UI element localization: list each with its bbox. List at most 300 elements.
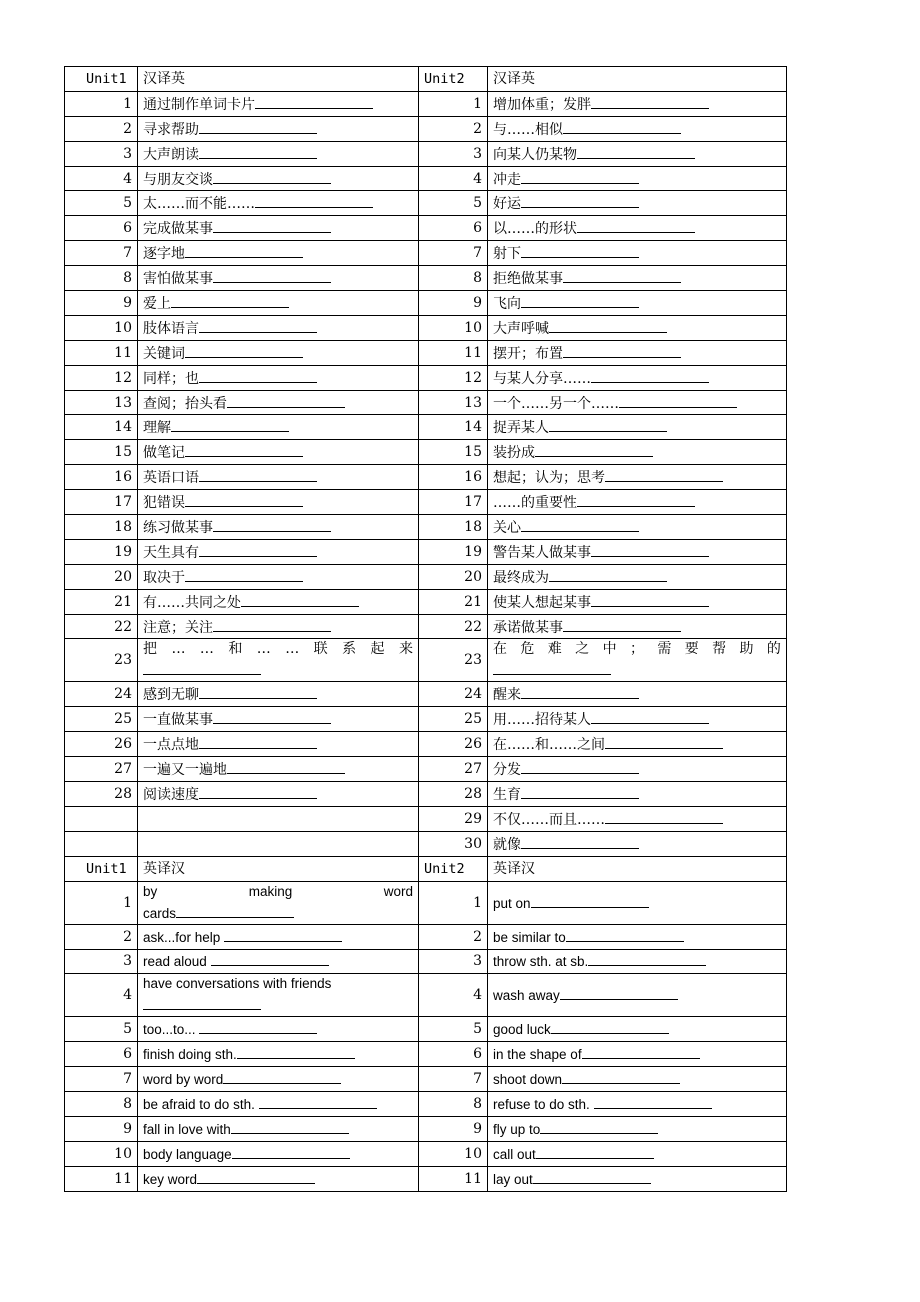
right-item-number: 4 bbox=[419, 166, 488, 191]
prompt-text: fall in love with bbox=[143, 1121, 231, 1137]
answer-blank[interactable] bbox=[563, 616, 681, 632]
answer-blank[interactable] bbox=[563, 118, 681, 134]
left-item-prompt bbox=[138, 831, 419, 856]
left-item-number: 4 bbox=[65, 974, 138, 1017]
prompt-text: 捉弄某人 bbox=[493, 420, 549, 437]
zh-en-row bbox=[65, 614, 787, 639]
answer-blank[interactable] bbox=[213, 708, 331, 724]
answer-blank[interactable] bbox=[199, 1018, 317, 1034]
left-item-number: 11 bbox=[65, 340, 138, 365]
prompt-text: 使某人想起某事 bbox=[493, 594, 591, 611]
answer-blank[interactable] bbox=[185, 342, 303, 358]
prompt-char: 之 bbox=[575, 641, 590, 658]
prompt-word: word bbox=[383, 883, 413, 899]
left-item-prompt bbox=[138, 490, 419, 515]
answer-blank[interactable] bbox=[533, 1168, 651, 1184]
answer-blank[interactable] bbox=[521, 168, 639, 184]
right-item-number: 8 bbox=[419, 266, 488, 291]
en-zh-row bbox=[65, 1092, 787, 1117]
right-item-number: 6 bbox=[419, 216, 488, 241]
prompt-text: 与某人分享…… bbox=[493, 370, 591, 387]
prompt-text: in the shape of bbox=[493, 1047, 582, 1063]
left-item-prompt bbox=[138, 949, 419, 974]
prompt-char: 助 bbox=[739, 641, 754, 658]
right-item-prompt bbox=[488, 465, 787, 490]
right-item-number: 10 bbox=[419, 1141, 488, 1166]
zh-en-row bbox=[65, 340, 787, 365]
right-item-number: 13 bbox=[419, 390, 488, 415]
right-item-number: 5 bbox=[419, 1017, 488, 1042]
right-item-prompt bbox=[488, 682, 787, 707]
right-item-number: 2 bbox=[419, 924, 488, 949]
prompt-text bbox=[493, 639, 781, 659]
right-item-prompt bbox=[488, 166, 787, 191]
prompt-text: 与……相似 bbox=[493, 121, 563, 138]
left-item-prompt bbox=[138, 116, 419, 141]
answer-blank[interactable] bbox=[199, 541, 317, 557]
answer-blank[interactable] bbox=[185, 242, 303, 258]
right-item-prompt bbox=[488, 757, 787, 782]
answer-blank[interactable] bbox=[199, 783, 317, 799]
answer-blank[interactable] bbox=[591, 93, 709, 109]
answer-blank[interactable] bbox=[171, 292, 289, 308]
answer-blank[interactable] bbox=[577, 217, 695, 233]
left-item-number: 6 bbox=[65, 1042, 138, 1067]
zh-en-row bbox=[65, 831, 787, 856]
prompt-text: 肢体语言 bbox=[143, 320, 199, 337]
left-item-number: 10 bbox=[65, 315, 138, 340]
zh-en-row bbox=[65, 91, 787, 116]
prompt-text: 就像 bbox=[493, 836, 521, 853]
prompt-text: 爱上 bbox=[143, 295, 171, 312]
answer-blank[interactable] bbox=[199, 367, 317, 383]
left-item-number: 3 bbox=[65, 949, 138, 974]
right-item-number: 21 bbox=[419, 589, 488, 614]
zh-en-row bbox=[65, 291, 787, 316]
left-item-number: 8 bbox=[65, 1092, 138, 1117]
left-item-prompt bbox=[138, 732, 419, 757]
left-item-number bbox=[65, 806, 138, 831]
right-item-prompt bbox=[488, 191, 787, 216]
answer-blank[interactable] bbox=[549, 566, 667, 582]
answer-blank[interactable] bbox=[213, 168, 331, 184]
prompt-text: 同样；也 bbox=[143, 370, 199, 387]
answer-blank[interactable] bbox=[143, 994, 261, 1010]
prompt-char: 危 bbox=[520, 641, 535, 658]
left-item-number: 9 bbox=[65, 1116, 138, 1141]
zh-en-row bbox=[65, 539, 787, 564]
en-zh-row bbox=[65, 1141, 787, 1166]
answer-blank[interactable] bbox=[591, 591, 709, 607]
prompt-text: 练习做某事 bbox=[143, 519, 213, 536]
right-item-number: 1 bbox=[419, 91, 488, 116]
en-zh-row bbox=[65, 1017, 787, 1042]
prompt-text: 犯错误 bbox=[143, 495, 185, 512]
left-item-prompt bbox=[138, 465, 419, 490]
left-item-prompt bbox=[138, 91, 419, 116]
right-item-number: 15 bbox=[419, 440, 488, 465]
right-item-number: 12 bbox=[419, 365, 488, 390]
right-item-prompt bbox=[488, 91, 787, 116]
answer-blank[interactable] bbox=[562, 1068, 680, 1084]
prompt-text: lay out bbox=[493, 1171, 533, 1187]
answer-blank[interactable] bbox=[540, 1118, 658, 1134]
right-item-prompt bbox=[488, 949, 787, 974]
answer-blank[interactable] bbox=[199, 143, 317, 159]
unit1-header: Unit1 bbox=[65, 856, 138, 881]
right-item-number: 7 bbox=[419, 1067, 488, 1092]
answer-blank[interactable] bbox=[213, 616, 331, 632]
zh-en-row bbox=[65, 266, 787, 291]
right-item-number: 11 bbox=[419, 340, 488, 365]
zh-en-row bbox=[65, 564, 787, 589]
answer-blank[interactable] bbox=[241, 591, 359, 607]
left-item-number: 2 bbox=[65, 924, 138, 949]
answer-blank[interactable] bbox=[237, 1043, 355, 1059]
right-item-prompt bbox=[488, 116, 787, 141]
prompt-text: 有……共同之处 bbox=[143, 594, 241, 611]
right-item-prompt bbox=[488, 440, 787, 465]
answer-blank[interactable] bbox=[535, 441, 653, 457]
en-zh-row bbox=[65, 974, 787, 1017]
zh-en-row bbox=[65, 390, 787, 415]
answer-blank[interactable] bbox=[594, 1093, 712, 1109]
en-zh-row bbox=[65, 1042, 787, 1067]
zh-en-row bbox=[65, 241, 787, 266]
prompt-text bbox=[143, 882, 413, 902]
answer-blank[interactable] bbox=[227, 758, 345, 774]
answer-blank[interactable] bbox=[521, 783, 639, 799]
answer-blank[interactable] bbox=[185, 491, 303, 507]
answer-blank[interactable] bbox=[591, 367, 709, 383]
left-item-number: 20 bbox=[65, 564, 138, 589]
answer-blank[interactable] bbox=[577, 143, 695, 159]
zh-en-row bbox=[65, 732, 787, 757]
right-item-prompt bbox=[488, 291, 787, 316]
right-item-prompt bbox=[488, 1042, 787, 1067]
prompt-text: 天生具有 bbox=[143, 544, 199, 561]
prompt-char: 要 bbox=[684, 641, 699, 658]
right-item-number: 30 bbox=[419, 831, 488, 856]
right-item-prompt bbox=[488, 340, 787, 365]
answer-blank[interactable] bbox=[566, 926, 684, 942]
prompt-text: 大声朗读 bbox=[143, 146, 199, 163]
right-item-prompt bbox=[488, 732, 787, 757]
answer-blank[interactable] bbox=[605, 466, 723, 482]
answer-blank[interactable] bbox=[185, 441, 303, 457]
prompt-char: 系 bbox=[342, 641, 357, 658]
prompt-text: 阅读速度 bbox=[143, 786, 199, 803]
left-item-prompt bbox=[138, 1141, 419, 1166]
unit2-zh-en-title: 汉译英 bbox=[488, 67, 787, 92]
answer-blank[interactable] bbox=[255, 93, 373, 109]
prompt-text: put on bbox=[493, 895, 531, 911]
prompt-text: ask...for help bbox=[143, 929, 225, 945]
left-item-number: 9 bbox=[65, 291, 138, 316]
answer-blank[interactable] bbox=[185, 566, 303, 582]
right-item-number: 24 bbox=[419, 682, 488, 707]
prompt-text: cards bbox=[143, 905, 177, 921]
right-item-number: 20 bbox=[419, 564, 488, 589]
left-item-prompt bbox=[138, 806, 419, 831]
answer-blank[interactable] bbox=[199, 466, 317, 482]
answer-blank[interactable] bbox=[255, 192, 373, 208]
left-item-prompt bbox=[138, 614, 419, 639]
left-item-number: 11 bbox=[65, 1166, 138, 1191]
prompt-text: 一遍又一遍地 bbox=[143, 762, 227, 779]
right-item-number: 3 bbox=[419, 141, 488, 166]
prompt-text: 一个……另一个…… bbox=[493, 395, 619, 412]
left-item-number: 22 bbox=[65, 614, 138, 639]
prompt-text: 取决于 bbox=[143, 569, 185, 586]
right-item-prompt bbox=[488, 707, 787, 732]
prompt-text: too...to... bbox=[143, 1022, 200, 1038]
left-item-prompt bbox=[138, 141, 419, 166]
answer-blank[interactable] bbox=[223, 1068, 341, 1084]
right-item-number: 27 bbox=[419, 757, 488, 782]
right-item-prompt bbox=[488, 881, 787, 924]
left-item-prompt bbox=[138, 639, 419, 682]
prompt-text: 寻求帮助 bbox=[143, 121, 199, 138]
right-item-prompt bbox=[488, 515, 787, 540]
left-item-number: 1 bbox=[65, 881, 138, 924]
answer-blank[interactable] bbox=[591, 708, 709, 724]
left-item-number: 8 bbox=[65, 266, 138, 291]
left-item-prompt bbox=[138, 291, 419, 316]
prompt-text: ……的重要性 bbox=[493, 495, 577, 512]
header-row-en-zh bbox=[65, 856, 787, 881]
right-item-number: 19 bbox=[419, 539, 488, 564]
zh-en-row bbox=[65, 141, 787, 166]
left-item-number: 12 bbox=[65, 365, 138, 390]
answer-blank[interactable] bbox=[199, 118, 317, 134]
left-item-number: 23 bbox=[65, 639, 138, 682]
answer-blank[interactable] bbox=[563, 267, 681, 283]
answer-blank[interactable] bbox=[521, 833, 639, 849]
answer-blank[interactable] bbox=[563, 342, 681, 358]
left-item-prompt bbox=[138, 924, 419, 949]
prompt-text: fly up to bbox=[493, 1121, 541, 1137]
answer-blank[interactable] bbox=[591, 541, 709, 557]
left-item-prompt bbox=[138, 539, 419, 564]
left-item-number: 15 bbox=[65, 440, 138, 465]
left-item-number: 10 bbox=[65, 1141, 138, 1166]
zh-en-row bbox=[65, 166, 787, 191]
right-item-prompt bbox=[488, 1141, 787, 1166]
prompt-text: 逐字地 bbox=[143, 246, 185, 263]
answer-blank[interactable] bbox=[521, 192, 639, 208]
answer-blank[interactable] bbox=[588, 950, 706, 966]
answer-blank[interactable] bbox=[560, 984, 678, 1000]
right-item-number: 16 bbox=[419, 465, 488, 490]
answer-blank[interactable] bbox=[577, 491, 695, 507]
answer-blank[interactable] bbox=[536, 1143, 654, 1159]
left-item-number: 14 bbox=[65, 415, 138, 440]
zh-en-row bbox=[65, 116, 787, 141]
zh-en-row bbox=[65, 589, 787, 614]
prompt-text: 装扮成 bbox=[493, 445, 535, 462]
right-item-prompt bbox=[488, 806, 787, 831]
prompt-text: 向某人仍某物 bbox=[493, 146, 577, 163]
left-item-prompt bbox=[138, 440, 419, 465]
prompt-text: 大声呼喊 bbox=[493, 320, 549, 337]
prompt-text: 查阅；抬头看 bbox=[143, 395, 227, 412]
prompt-text: wash away bbox=[493, 988, 560, 1004]
left-item-prompt bbox=[138, 707, 419, 732]
prompt-text: 与朋友交谈 bbox=[143, 171, 213, 188]
vocabulary-table-body bbox=[65, 67, 787, 1192]
prompt-text: key word bbox=[143, 1171, 198, 1187]
answer-blank[interactable] bbox=[176, 902, 294, 918]
prompt-text: 做笔记 bbox=[143, 445, 185, 462]
prompt-text: 增加体重；发胖 bbox=[493, 96, 591, 113]
right-item-prompt bbox=[488, 1166, 787, 1191]
left-item-number: 27 bbox=[65, 757, 138, 782]
right-item-number: 9 bbox=[419, 1116, 488, 1141]
right-item-prompt bbox=[488, 614, 787, 639]
prompt-text: 太……而不能…… bbox=[143, 196, 255, 213]
prompt-char: … bbox=[285, 641, 300, 658]
answer-blank[interactable] bbox=[213, 267, 331, 283]
prompt-text: 通过制作单词卡片 bbox=[143, 96, 255, 113]
prompt-text: 害怕做某事 bbox=[143, 271, 213, 288]
answer-blank[interactable] bbox=[549, 416, 667, 432]
left-item-prompt bbox=[138, 1166, 419, 1191]
left-item-number: 18 bbox=[65, 515, 138, 540]
zh-en-row bbox=[65, 216, 787, 241]
answer-blank[interactable] bbox=[605, 733, 723, 749]
right-item-prompt bbox=[488, 241, 787, 266]
left-item-prompt bbox=[138, 757, 419, 782]
prompt-text: good luck bbox=[493, 1022, 551, 1038]
prompt-char: 把 bbox=[143, 641, 157, 658]
answer-blank[interactable] bbox=[521, 242, 639, 258]
left-item-prompt bbox=[138, 191, 419, 216]
prompt-text: finish doing sth. bbox=[143, 1047, 237, 1063]
right-item-number: 18 bbox=[419, 515, 488, 540]
left-item-number: 1 bbox=[65, 91, 138, 116]
right-item-number: 1 bbox=[419, 881, 488, 924]
left-item-prompt bbox=[138, 315, 419, 340]
right-item-number: 26 bbox=[419, 732, 488, 757]
en-zh-row bbox=[65, 924, 787, 949]
answer-blank[interactable] bbox=[213, 516, 331, 532]
right-item-prompt bbox=[488, 924, 787, 949]
zh-en-row bbox=[65, 315, 787, 340]
left-item-prompt bbox=[138, 589, 419, 614]
prompt-char: … bbox=[171, 641, 186, 658]
answer-blank[interactable] bbox=[143, 659, 261, 675]
prompt-text: 一点点地 bbox=[143, 737, 199, 754]
answer-blank[interactable] bbox=[213, 217, 331, 233]
answer-blank[interactable] bbox=[259, 1093, 377, 1109]
answer-blank[interactable] bbox=[197, 1168, 315, 1184]
prompt-char: 来 bbox=[398, 641, 413, 658]
prompt-word: by bbox=[143, 883, 158, 899]
prompt-text: 理解 bbox=[143, 420, 171, 437]
right-item-prompt bbox=[488, 974, 787, 1017]
left-item-number: 7 bbox=[65, 1067, 138, 1092]
zh-en-row bbox=[65, 757, 787, 782]
answer-blank[interactable] bbox=[227, 392, 345, 408]
left-item-number: 16 bbox=[65, 465, 138, 490]
answer-blank[interactable] bbox=[605, 808, 723, 824]
left-item-number: 21 bbox=[65, 589, 138, 614]
en-zh-row bbox=[65, 949, 787, 974]
prompt-text: 拒绝做某事 bbox=[493, 271, 563, 288]
prompt-text: 冲走 bbox=[493, 171, 521, 188]
left-item-number bbox=[65, 831, 138, 856]
answer-blank[interactable] bbox=[521, 516, 639, 532]
answer-blank[interactable] bbox=[171, 416, 289, 432]
en-zh-row bbox=[65, 1166, 787, 1191]
answer-blank[interactable] bbox=[521, 758, 639, 774]
left-item-number: 4 bbox=[65, 166, 138, 191]
answer-blank[interactable] bbox=[199, 683, 317, 699]
answer-blank[interactable] bbox=[549, 317, 667, 333]
right-item-prompt bbox=[488, 216, 787, 241]
left-item-prompt bbox=[138, 1042, 419, 1067]
left-item-prompt bbox=[138, 515, 419, 540]
left-item-number: 24 bbox=[65, 682, 138, 707]
answer-blank[interactable] bbox=[224, 926, 342, 942]
answer-blank[interactable] bbox=[232, 1143, 350, 1159]
prompt-text: 摆开；布置 bbox=[493, 345, 563, 362]
zh-en-row bbox=[65, 440, 787, 465]
answer-blank[interactable] bbox=[521, 683, 639, 699]
unit1-en-zh-title: 英译汉 bbox=[138, 856, 419, 881]
right-item-number: 11 bbox=[419, 1166, 488, 1191]
right-item-number: 8 bbox=[419, 1092, 488, 1117]
answer-blank[interactable] bbox=[619, 392, 737, 408]
left-item-number: 7 bbox=[65, 241, 138, 266]
answer-blank[interactable] bbox=[493, 659, 611, 675]
prompt-text: 好运 bbox=[493, 196, 521, 213]
right-item-number: 6 bbox=[419, 1042, 488, 1067]
right-item-prompt bbox=[488, 589, 787, 614]
prompt-text: refuse to do sth. bbox=[493, 1097, 594, 1112]
right-item-prompt bbox=[488, 639, 787, 682]
prompt-char: 帮 bbox=[712, 641, 727, 658]
answer-blank[interactable] bbox=[551, 1018, 669, 1034]
right-item-prompt bbox=[488, 1017, 787, 1042]
prompt-text: 在……和……之间 bbox=[493, 737, 605, 754]
prompt-text: 用……招待某人 bbox=[493, 712, 591, 729]
prompt-char: 在 bbox=[493, 641, 507, 658]
prompt-text: 最终成为 bbox=[493, 569, 549, 586]
answer-blank[interactable] bbox=[211, 950, 329, 966]
answer-blank[interactable] bbox=[521, 292, 639, 308]
answer-blank[interactable] bbox=[199, 733, 317, 749]
answer-blank[interactable] bbox=[231, 1118, 349, 1134]
answer-blank[interactable] bbox=[582, 1043, 700, 1059]
answer-blank[interactable] bbox=[199, 317, 317, 333]
left-item-prompt bbox=[138, 266, 419, 291]
prompt-text: 分发 bbox=[493, 762, 521, 779]
prompt-char: 需 bbox=[657, 641, 672, 658]
zh-en-row bbox=[65, 415, 787, 440]
prompt-text: 关键词 bbox=[143, 345, 185, 362]
unit2-header: Unit2 bbox=[419, 856, 488, 881]
left-item-number: 28 bbox=[65, 782, 138, 807]
right-item-prompt bbox=[488, 365, 787, 390]
right-item-prompt bbox=[488, 141, 787, 166]
answer-blank[interactable] bbox=[531, 892, 649, 908]
left-item-prompt bbox=[138, 974, 419, 1017]
zh-en-row bbox=[65, 191, 787, 216]
left-item-prompt bbox=[138, 682, 419, 707]
prompt-text: 关心 bbox=[493, 519, 521, 536]
